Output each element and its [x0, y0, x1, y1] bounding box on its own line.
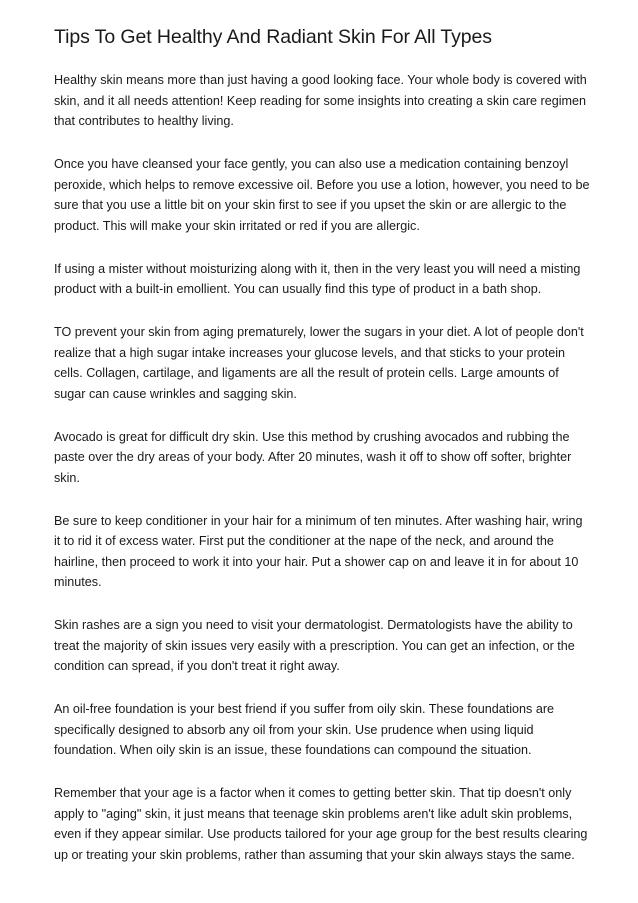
document-title: Tips To Get Healthy And Radiant Skin For All Types: [54, 26, 492, 48]
document-page: [54, 24, 590, 888]
paragraph-conditioner: Be sure to keep conditioner in your hair for a minimum of ten minutes. After washing hair, wring it to rid it of excess water. First put the conditioner at the nape of the neck, and around the hairline, then proceed to work it into your hair. Put a shower cap on and leave it in for about 10 minutes.: [54, 513, 583, 589]
paragraph-mister: If using a mister without moisturizing along with it, then in the very least you will need a misting product with a built-in emollient. You can usually find this type of product in a bath shop.: [54, 261, 581, 296]
paragraph-sugar: TO prevent your skin from aging prematurely, lower the sugars in your diet. A lot of people don't realize that a high sugar intake increases your glucose levels, and that sticks to your protein cells. Collagen, cartilage, and ligaments are all the result of protein cells. Large amounts of sugar can cause wrinkles and sagging skin.: [54, 325, 584, 401]
paragraph-skin-rashes: Skin rashes are a sign you need to visit your dermatologist. Dermatologists have the ability to treat the majority of skin issues very easily with a prescription. You can get an infection, or the condition can spread, if you don't treat it right away.: [54, 618, 575, 673]
paragraph-avocado: Avocado is great for difficult dry skin. Use this method by crushing avocados and rubbing the paste over the dry areas of your body. After 20 minutes, wash it off to show off softer, brighter skin.: [54, 429, 572, 485]
paragraph-benzoyl-peroxide: Once you have cleansed your face gently, you can also use a medication containing benzoyl peroxide, which helps to remove excessive oil. Before you use a lotion, however, you need to be sure that you use a little bit on your skin first to see if you upset the skin or are allergic to the product. This will make your skin irritated or red if you are allergic.: [54, 157, 590, 233]
paragraph-age-factor: Remember that your age is a factor when it comes to getting better skin. That tip doesn't only apply to "aging" skin, it just means that teenage skin problems aren't like adult skin problems, even if they appear similar. Use products tailored for your age group for the best results clearing up or treating your skin problems, rather than assuming that your skin always stays the same.: [54, 786, 588, 862]
paragraph-oil-free-foundation: An oil-free foundation is your best friend if you suffer from oily skin. These foundations are specifically designed to absorb any oil from your skin. Use prudence when using liquid foundation. When oily skin is an issue, these foundations can compound the situation.: [54, 702, 555, 757]
paragraph-intro: Healthy skin means more than just having a good looking face. Your whole body is covered with skin, and it all needs attention! Keep reading for some insights into creating a skin care regimen that contributes to healthy living.: [54, 73, 587, 128]
